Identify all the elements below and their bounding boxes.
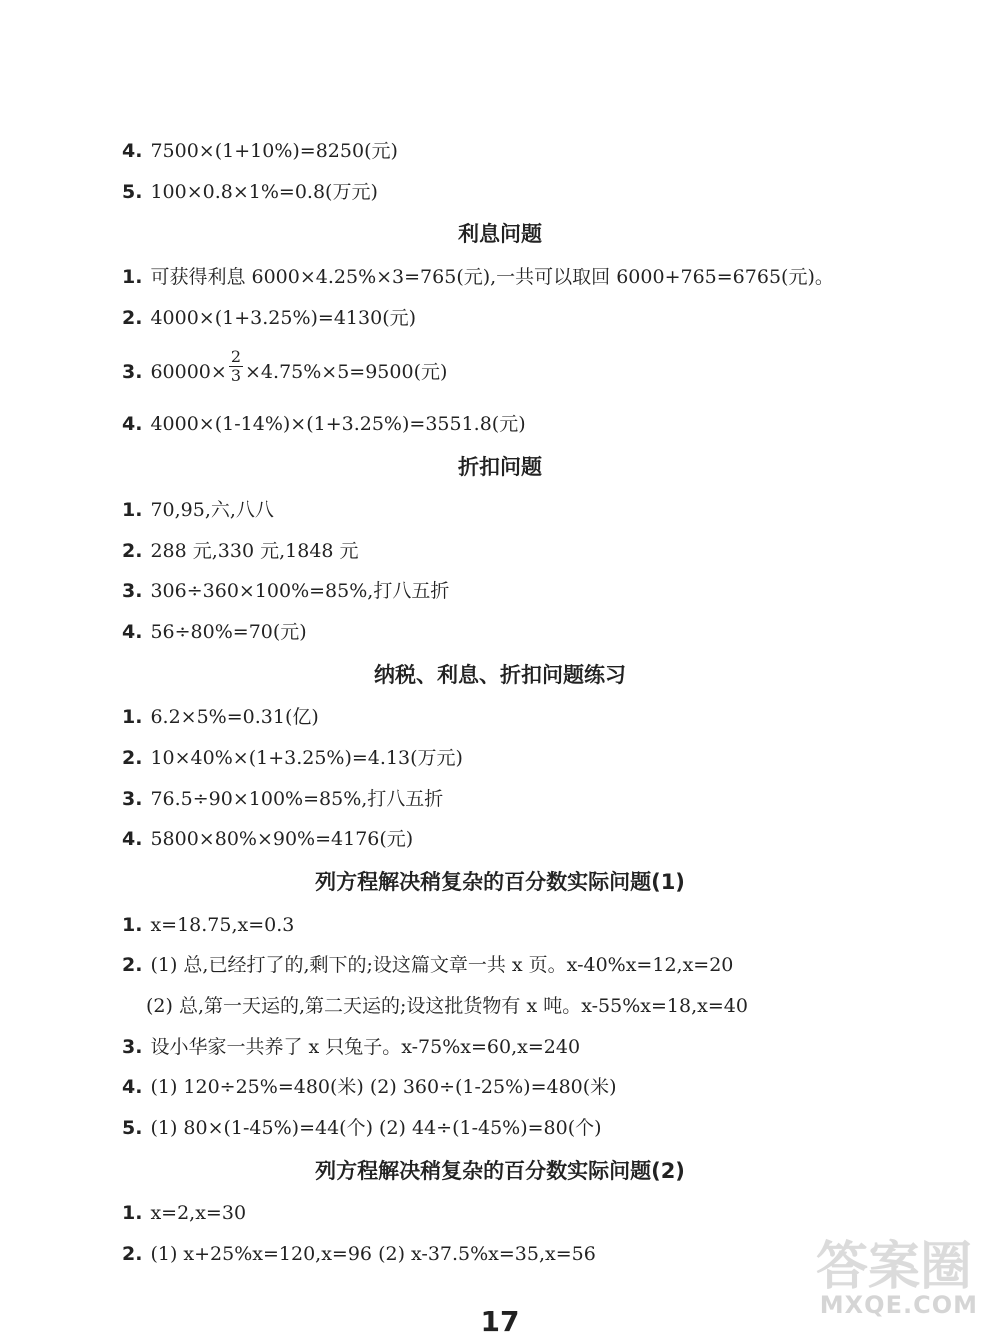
answer-line: 1. 可获得利息 6000×4.25%×3=765(元),一共可以取回 6000+765=6765(元)。	[122, 266, 834, 288]
answer-line: 1. 70,95,六,八八	[122, 499, 274, 521]
answer-line: 3. 306÷360×100%=85%,打八五折	[122, 580, 450, 602]
answer-line: (2) 总,第一天运的,第二天运的;设这批货物有 x 吨。x-55%x=18,x=40	[146, 995, 748, 1017]
answer-line: 1. 6.2×5%=0.31(亿)	[122, 706, 319, 728]
fraction: $\frac{2}{3}$	[230, 346, 242, 385]
answer-line: 3. 76.5÷90×100%=85%,打八五折	[122, 788, 444, 810]
watermark-logo	[812, 1220, 982, 1325]
answer-line: 4. 4000×(1-14%)×(1+3.25%)=3551.8(元)	[122, 413, 526, 435]
answer-line: 4. 7500×(1+10%)=8250(元)	[122, 140, 398, 162]
answer-line: 2. 4000×(1+3.25%)=4130(元)	[122, 307, 417, 329]
answer-line: 1. x=18.75,x=0.3	[122, 914, 295, 936]
answer-line: 4. (1) 120÷25%=480(米) (2) 360÷(1-25%)=480(米)	[122, 1076, 617, 1098]
answer-line: 3. 设小华家一共养了 x 只兔子。x-75%x=60,x=240	[122, 1036, 581, 1058]
answer-line: 2. (1) 总,已经打了的,剩下的;设这篇文章一共 x 页。x-40%x=12,x=20	[122, 954, 734, 976]
answer-line: 5. 100×0.8×1%=0.8(万元)	[122, 181, 378, 203]
answer-line: 2. (1) x+25%x=120,x=96 (2) x-37.5%x=35,x=56	[122, 1243, 596, 1265]
answer-line: 1. x=2,x=30	[122, 1202, 247, 1224]
section-title: 列方程解决稍复杂的百分数实际问题(2)	[315, 1159, 685, 1183]
section-title: 利息问题	[458, 222, 542, 246]
answer-line: 4. 56÷80%=70(元)	[122, 621, 307, 643]
answer-line: 5. (1) 80×(1-45%)=44(个) (2) 44÷(1-45%)=80(个)	[122, 1117, 602, 1139]
watermark-logo-mark: 答案圈	[815, 1237, 972, 1297]
answer-line: 2. 288 元,330 元,1848 元	[122, 540, 359, 562]
answer-line: 4. 5800×80%×90%=4176(元)	[122, 828, 414, 850]
section-title: 折扣问题	[458, 455, 542, 479]
answer-line: 3. 60000× $\frac{2}{3}$ ×4.75%×5=9500(元)	[122, 346, 448, 385]
section-title: 纳税、利息、折扣问题练习	[374, 663, 626, 687]
answer-line: 2. 10×40%×(1+3.25%)=4.13(万元)	[122, 747, 463, 769]
watermark-site-text: MXQE.COM	[819, 1291, 978, 1319]
section-title: 列方程解决稍复杂的百分数实际问题(1)	[315, 870, 685, 894]
page-number: 17	[480, 1305, 520, 1338]
